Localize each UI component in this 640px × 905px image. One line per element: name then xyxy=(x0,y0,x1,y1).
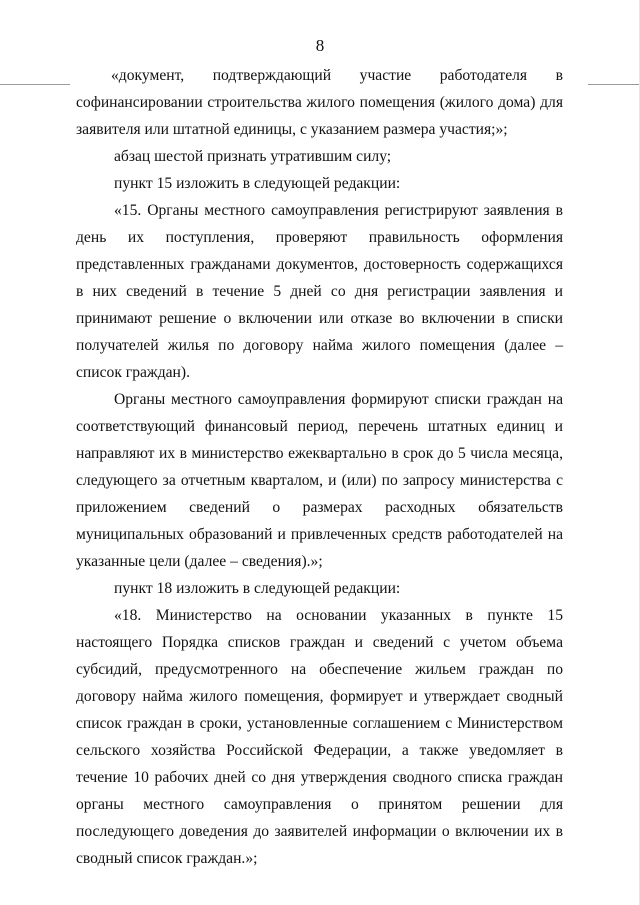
paragraph-punkt-15-intro: пункт 15 изложить в следующей редакции: xyxy=(114,175,401,192)
scan-artifact-line-right xyxy=(588,84,640,85)
paragraph-punkt-15-continued: Органы местного самоуправления формируют списки граждан на соответствующий финансовый период, перечень штатных единиц и направляют их в министерство ежеквартально в срок до 5 числа месяца, следующего за отчетным кварталом, и (или) по запросу министерства с приложением сведений о размерах расходных обязательств муниципальных образований и привлеченных средств работодателей на указанные цели (далее – сведения).»; xyxy=(76,391,563,570)
paragraph-punkt-18-intro: пункт 18 изложить в следующей редакции: xyxy=(114,580,401,597)
document-body xyxy=(76,62,563,872)
page-number: 8 xyxy=(315,36,325,55)
paragraph-document-item: «документ, подтверждающий участие работодателя в софинансировании строительства жилого помещения (жилого дома) для заявителя или штатной единицы, с указанием размера участия;»; xyxy=(76,67,563,138)
scan-artifact-line-left xyxy=(0,84,70,85)
paragraph-abzac-shestoy: абзац шестой признать утратившим силу; xyxy=(114,148,392,165)
paragraph-punkt-15-text: «15. Органы местного самоуправления регистрируют заявления в день их поступления, проверяют правильность оформления представленных гражданами документов, достоверность содержащихся в них сведений в течение 5 дней со дня регистрации заявления и принимают решение о включении или отказе во включении в списки получателей жилья по договору найма жилого помещения (далее – список граждан). xyxy=(76,202,563,381)
paragraph-punkt-18-text: «18. Министерство на основании указанных в пункте 15 настоящего Порядка списков граждан и сведений с учетом объема субсидий, предусмотренного на обеспечение жильем граждан по договору найма жилого помещения, формирует и утверждает сводный список граждан в сроки, установленные соглашением с Министерством сельского хозяйства Российской Федерации, а также уведомляет в течение 10 рабочих дней со дня утверждения сводного списка граждан органы местного самоуправления о принятом решении для последующего доведения до заявителей информации о включении их в сводный список граждан.»; xyxy=(76,607,563,867)
